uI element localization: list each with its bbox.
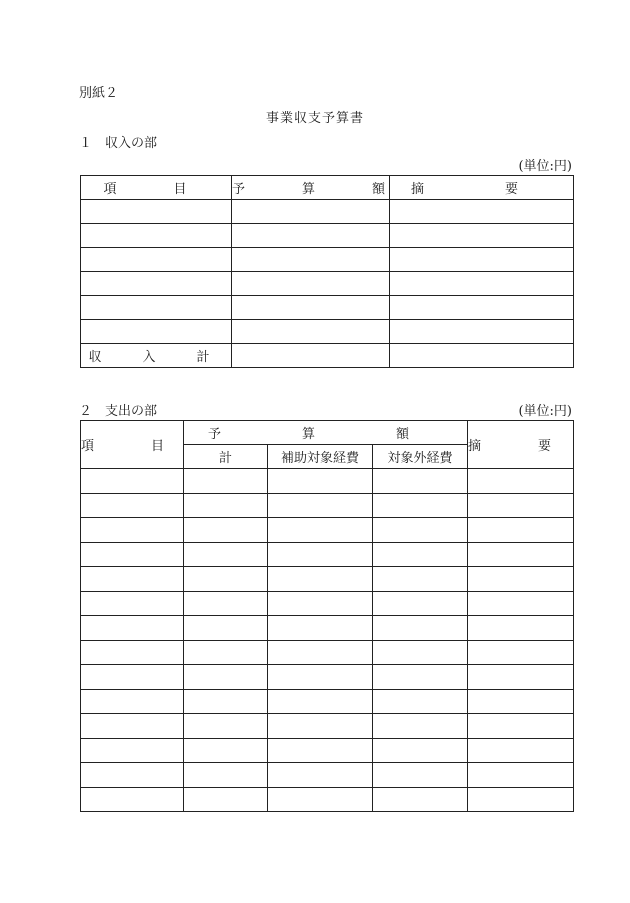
table-row [81, 320, 574, 344]
eligible-cell[interactable] [268, 567, 373, 592]
budget-cell[interactable] [232, 200, 390, 224]
ineligible-cell[interactable] [373, 640, 468, 665]
table-row [81, 591, 574, 616]
budget-cell[interactable] [232, 272, 390, 296]
item-cell[interactable] [81, 616, 184, 641]
total-cell[interactable] [184, 640, 268, 665]
expense-header-row-1 [81, 421, 574, 445]
summary-cell[interactable] [390, 224, 574, 248]
ineligible-cell[interactable] [373, 567, 468, 592]
eligible-cell[interactable] [268, 591, 373, 616]
expense-header-budget: 予 算 額 [184, 421, 468, 445]
item-cell[interactable] [81, 787, 184, 812]
total-cell[interactable] [184, 616, 268, 641]
table-row [81, 224, 574, 248]
item-cell[interactable] [81, 248, 232, 272]
total-cell[interactable] [184, 518, 268, 543]
table-row [81, 272, 574, 296]
income-section-heading: １ 収入の部 [79, 136, 158, 151]
expense-section-heading: ２ 支出の部 [79, 404, 158, 419]
table-row [81, 763, 574, 788]
total-cell[interactable] [184, 689, 268, 714]
expense-header-eligible: 補助対象経費 [268, 445, 373, 469]
table-row [81, 640, 574, 665]
annex-label: 別紙２ [79, 86, 119, 101]
table-row [81, 787, 574, 812]
eligible-cell[interactable] [268, 665, 373, 690]
summary-cell[interactable] [468, 493, 574, 518]
ineligible-cell[interactable] [373, 665, 468, 690]
eligible-cell[interactable] [268, 542, 373, 567]
ineligible-cell[interactable] [373, 787, 468, 812]
ineligible-cell[interactable] [373, 591, 468, 616]
ineligible-cell[interactable] [373, 738, 468, 763]
eligible-cell[interactable] [268, 493, 373, 518]
table-row [81, 665, 574, 690]
budget-cell[interactable] [232, 248, 390, 272]
summary-cell[interactable] [468, 567, 574, 592]
item-cell[interactable] [81, 320, 232, 344]
summary-cell[interactable] [468, 689, 574, 714]
eligible-cell[interactable] [268, 763, 373, 788]
income-header-summary: 摘 要 [390, 176, 574, 200]
eligible-cell[interactable] [268, 787, 373, 812]
item-cell[interactable] [81, 542, 184, 567]
item-cell[interactable] [81, 714, 184, 739]
summary-cell[interactable] [468, 763, 574, 788]
item-cell[interactable] [81, 224, 232, 248]
expense-unit-label: (単位:円) [518, 404, 572, 419]
budget-cell[interactable] [232, 296, 390, 320]
table-row [81, 616, 574, 641]
item-cell[interactable] [81, 689, 184, 714]
table-row [81, 493, 574, 518]
table-row [81, 518, 574, 543]
total-cell[interactable] [184, 493, 268, 518]
summary-cell[interactable] [468, 542, 574, 567]
ineligible-cell[interactable] [373, 714, 468, 739]
item-cell[interactable] [81, 665, 184, 690]
expense-table [80, 420, 574, 812]
total-cell[interactable] [184, 738, 268, 763]
expense-header-item: 項 目 [81, 421, 184, 469]
total-cell[interactable] [184, 787, 268, 812]
income-total-summary-cell[interactable] [390, 344, 574, 368]
summary-cell[interactable] [390, 296, 574, 320]
eligible-cell[interactable] [268, 689, 373, 714]
summary-cell[interactable] [390, 200, 574, 224]
table-row [81, 469, 574, 494]
summary-cell[interactable] [468, 787, 574, 812]
income-header-budget: 予 算 額 [232, 176, 390, 200]
table-row [81, 542, 574, 567]
ineligible-cell[interactable] [373, 518, 468, 543]
budget-cell[interactable] [232, 320, 390, 344]
total-cell[interactable] [184, 542, 268, 567]
document-title: 事業収支予算書 [265, 111, 364, 126]
ineligible-cell[interactable] [373, 689, 468, 714]
item-cell[interactable] [81, 591, 184, 616]
eligible-cell[interactable] [268, 738, 373, 763]
ineligible-cell[interactable] [373, 542, 468, 567]
expense-header-total: 計 [184, 445, 268, 469]
table-row [81, 200, 574, 224]
table-row [81, 567, 574, 592]
summary-cell[interactable] [468, 738, 574, 763]
eligible-cell[interactable] [268, 640, 373, 665]
item-cell[interactable] [81, 763, 184, 788]
summary-cell[interactable] [468, 616, 574, 641]
table-row [81, 689, 574, 714]
item-cell[interactable] [81, 493, 184, 518]
item-cell[interactable] [81, 518, 184, 543]
total-cell[interactable] [184, 469, 268, 494]
total-cell[interactable] [184, 714, 268, 739]
expense-header-summary: 摘 要 [468, 421, 574, 469]
summary-cell[interactable] [468, 714, 574, 739]
total-cell[interactable] [184, 665, 268, 690]
income-unit-label: (単位:円) [518, 159, 572, 174]
income-total-row [81, 344, 574, 368]
summary-cell[interactable] [390, 248, 574, 272]
item-cell[interactable] [81, 272, 232, 296]
summary-cell[interactable] [468, 640, 574, 665]
item-cell[interactable] [81, 640, 184, 665]
summary-cell[interactable] [468, 665, 574, 690]
ineligible-cell[interactable] [373, 493, 468, 518]
summary-cell[interactable] [390, 320, 574, 344]
item-cell[interactable] [81, 738, 184, 763]
item-cell[interactable] [81, 567, 184, 592]
eligible-cell[interactable] [268, 469, 373, 494]
summary-cell[interactable] [468, 518, 574, 543]
eligible-cell[interactable] [268, 616, 373, 641]
budget-cell[interactable] [232, 224, 390, 248]
table-row [81, 714, 574, 739]
item-cell[interactable] [81, 296, 232, 320]
income-total-label: 収 入 計 [81, 344, 232, 368]
ineligible-cell[interactable] [373, 763, 468, 788]
eligible-cell[interactable] [268, 518, 373, 543]
ineligible-cell[interactable] [373, 616, 468, 641]
income-header-row [81, 176, 574, 200]
summary-cell[interactable] [468, 469, 574, 494]
income-header-item: 項 目 [81, 176, 232, 200]
summary-cell[interactable] [390, 272, 574, 296]
table-row [81, 248, 574, 272]
summary-cell[interactable] [468, 591, 574, 616]
item-cell[interactable] [81, 200, 232, 224]
income-table [80, 175, 574, 368]
eligible-cell[interactable] [268, 714, 373, 739]
table-row [81, 296, 574, 320]
item-cell[interactable] [81, 469, 184, 494]
ineligible-cell[interactable] [373, 469, 468, 494]
table-row [81, 738, 574, 763]
total-cell[interactable] [184, 591, 268, 616]
income-total-budget-cell[interactable] [232, 344, 390, 368]
total-cell[interactable] [184, 567, 268, 592]
expense-header-ineligible: 対象外経費 [373, 445, 468, 469]
total-cell[interactable] [184, 763, 268, 788]
